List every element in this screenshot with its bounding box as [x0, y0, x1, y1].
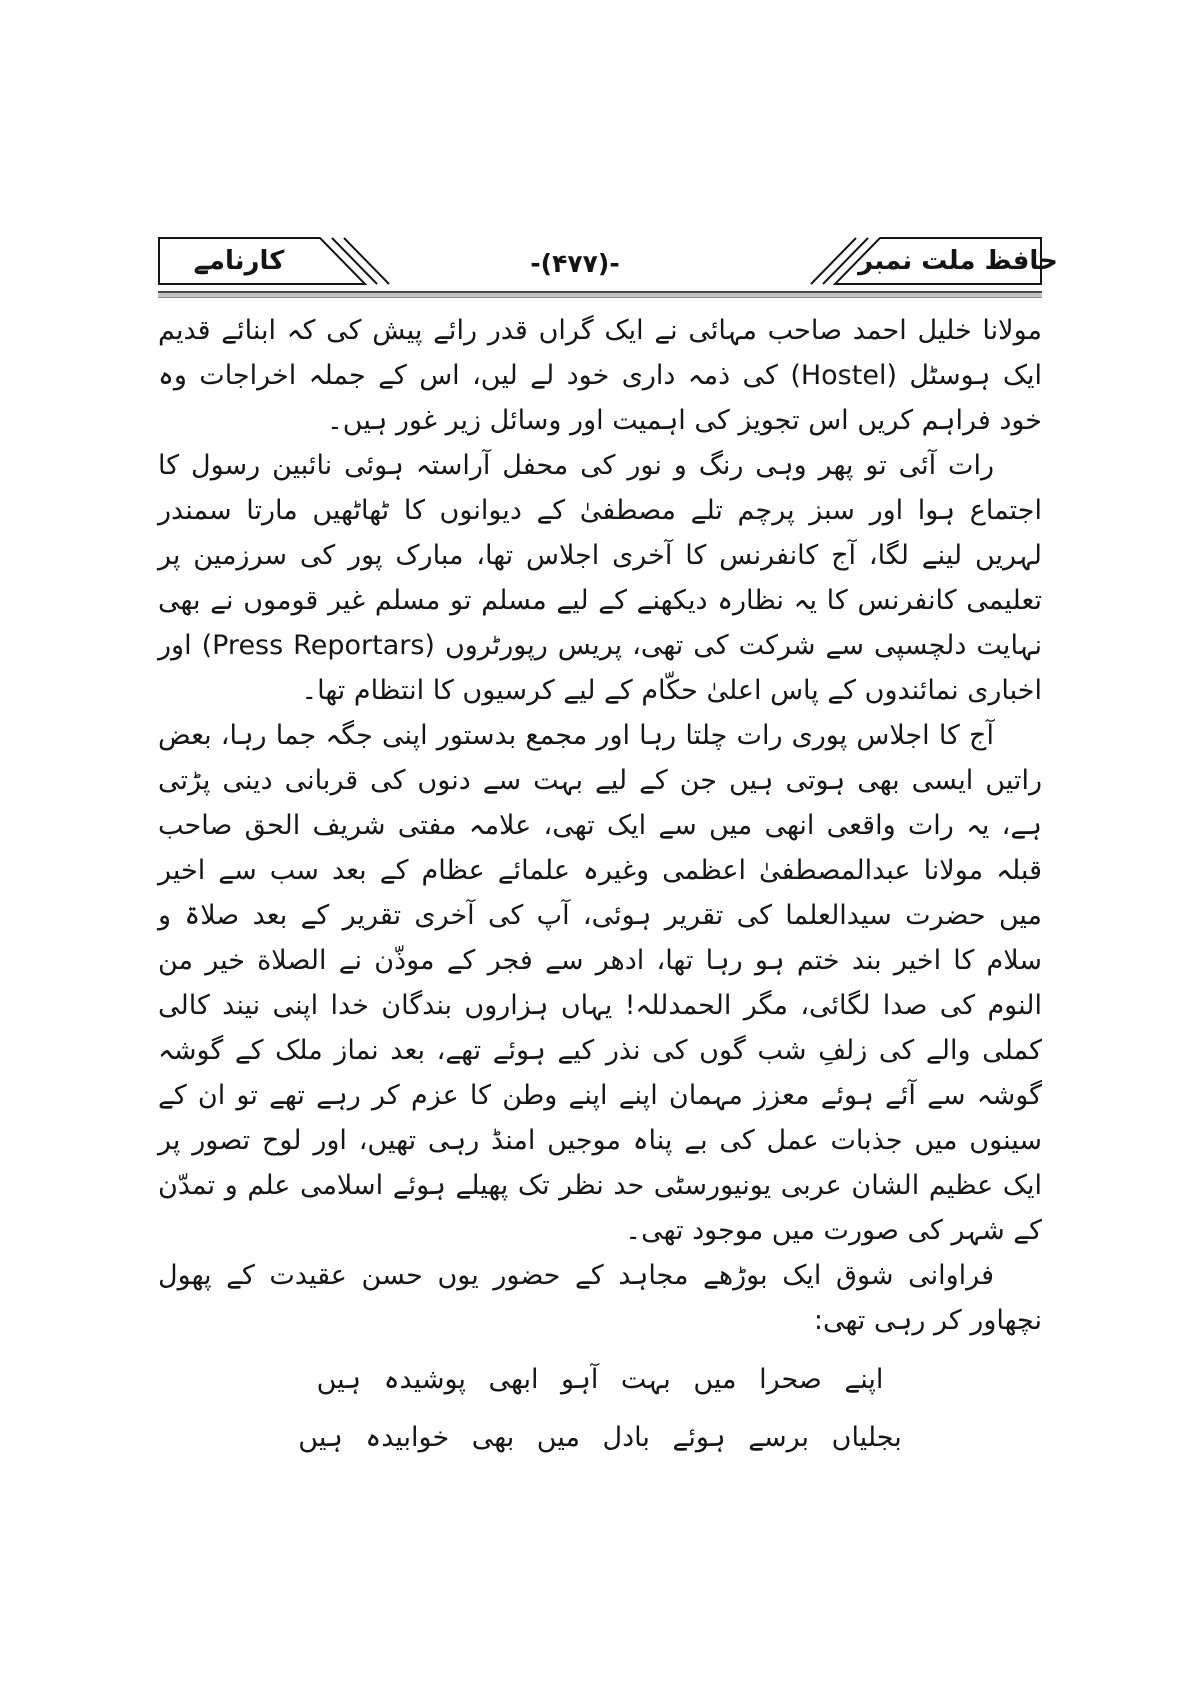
page-body	[158, 308, 1042, 1467]
header-tab-right-label: حافظ ملت نمبر	[858, 246, 1058, 276]
page-header	[158, 236, 1058, 286]
header-tab-karnamay	[158, 237, 400, 285]
paragraph-devotion-intro: فراوانی شوق ایک بوڑھے مجاہد کے حضور یوں حسن عقیدت کے پھول نچھاور کر رہی تھی:	[158, 1260, 1042, 1336]
couplet-line-1: اپنے صحرا میں بہت آہو ابھی پوشیدہ ہیں	[316, 1364, 884, 1395]
header-rule	[158, 291, 1042, 298]
page-content	[158, 236, 1058, 1467]
paragraph-night-session: رات آئی تو پھر وہی رنگ و نور کی محفل آراستہ ہوئی نائبین رسول کا اجتماع ہوا اور سبز پرچم تلے مصطفیٰ کے دیوانوں کا ٹھاٹھیں مارتا سمندر لہریں لینے لگا، آج کانفرنس کا آخری اجلاس تھا، مبارک پور کی سرزمین پر تعلیمی کانفرنس کا یہ نظارہ دیکھنے کے لیے مسلم تو مسلم غیر قوموں نے بھی نہایت دلچسپی سے شرکت کی تھی، پریس رپورٹروں (Press Reportars) اور اخباری نمائندوں کے پاس اعلیٰ حکّام کے لیے کرسیوں کا انتظام تھا۔	[158, 450, 1043, 706]
couplet-line-2: بجلیاں برسے ہوئے بادل میں بھی خوابیدہ ہیں	[298, 1422, 902, 1453]
header-tab-left-label: کارنامے	[193, 246, 285, 276]
paragraph-hostel-proposal: مولانا خلیل احمد صاحب مہائی نے ایک گراں قدر رائے پیش کی کہ ابنائے قدیم ایک ہوسٹل (Hostel) کی ذمہ داری خود لے لیں، اس کے جملہ اخراجات وہ خود فراہم کریں اس تجویز کی اہمیت اور وسائل زیر غور ہیں۔	[158, 315, 1042, 436]
couplet-block	[158, 1351, 1042, 1467]
header-tab-hafiz-millat	[750, 237, 1058, 285]
page-number: -(۴۷۷)-	[530, 248, 620, 278]
paragraph-final-speeches: آج کا اجلاس پوری رات چلتا رہا اور مجمع بدستور اپنی جگہ جما رہا، بعض راتیں ایسی بھی ہوتی ہیں جن کے لیے بہت سے دنوں کی قربانی دینی پڑتی ہے، یہ رات واقعی انھی میں سے ایک تھی، علامہ مفتی شریف الحق صاحب قبلہ مولانا عبدالمصطفیٰ اعظمی وغیرہ علمائے عظام کے بعد سب سے اخیر میں حضرت سیدالعلما کی تقریر ہوئی، آپ کی آخری تقریر کے بعد صلاۃ و سلام کا اخیر بند ختم ہو رہا تھا، ادھر سے فجر کے موذّن نے الصلاة خير من النوم کی صدا لگائی، مگر الحمدللہ! یہاں ہزاروں بندگان خدا اپنی نیند کالی کملی والے کی زلفِ شب گوں کی نذر کیے ہوئے تھے، بعد نماز ملک کے گوشہ گوشہ سے آئے ہوئے معزز مہمان اپنے اپنے وطن کا عزم کر رہے تھے تو ان کے سینوں میں جذبات عمل کی بے پناہ موجیں امنڈ رہی تھیں، اور لوح تصور پر ایک عظیم الشان عربی یونیورسٹی حد نظر تک پھیلے ہوئے اسلامی علم و تمدّن کے شہر کی صورت میں موجود تھی۔	[158, 720, 1042, 1246]
